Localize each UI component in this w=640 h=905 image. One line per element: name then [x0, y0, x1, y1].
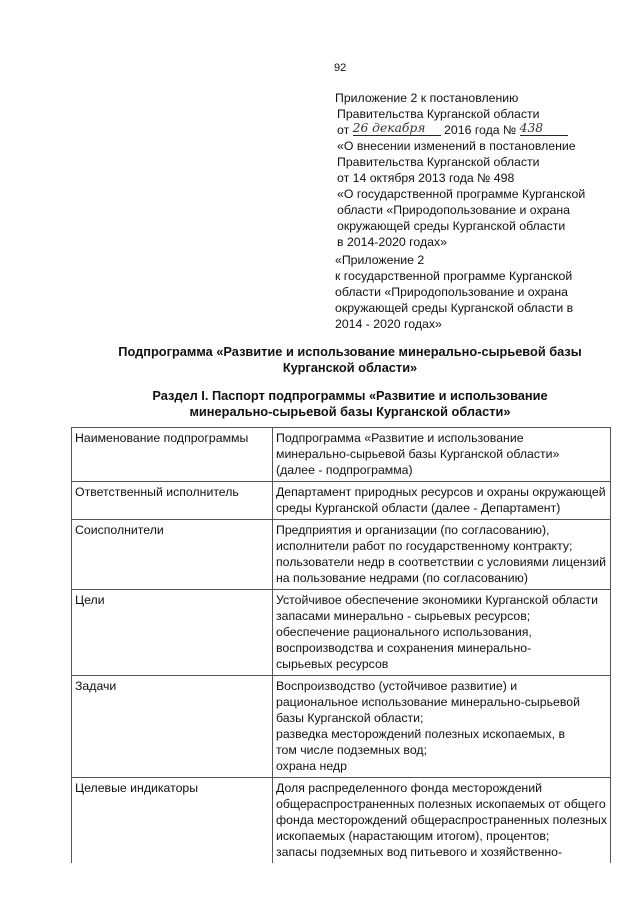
- row-value-line: фонда месторождений общераспространенных полезных: [275, 813, 607, 827]
- header-line: Правительства Курганской области: [337, 155, 540, 169]
- handwritten-date: 26 декабря: [353, 122, 441, 136]
- row-value-line: разведка месторождений полезных ископаемых, в: [275, 727, 566, 741]
- appendix-line: 2014 - 2020 годах»: [335, 317, 442, 331]
- row-value-line: общераспространенных полезных ископаемых от общего: [275, 797, 606, 811]
- subprogram-title: Подпрограмма «Развитие и использование минерально-сырьевой базы Курганской области»: [118, 344, 582, 375]
- appendix-line: окружающей среды Курганской области в: [335, 301, 574, 315]
- row-value-line: рациональное использование минерально-сырьевой: [275, 695, 580, 709]
- header-line: в 2014-2020 годах»: [337, 235, 447, 249]
- row-label: Цели: [72, 590, 273, 676]
- row-value-line: том числе подземных вод;: [275, 743, 427, 757]
- row-label: Соисполнители: [72, 520, 273, 590]
- header-line: Приложение 2 к постановлению: [335, 91, 519, 105]
- approval-header: [335, 90, 625, 332]
- header-line: окружающей среды Курганской области: [337, 219, 566, 233]
- header-line: области «Природопользование и охрана: [337, 203, 570, 217]
- row-label: Наименование подпрограммы: [72, 428, 273, 482]
- row-label: Задачи: [72, 676, 273, 778]
- page-number: 92: [334, 62, 347, 74]
- row-value-line: исполнители работ по государственному контракту;: [275, 539, 573, 553]
- header-line: «О внесении изменений в постановление: [337, 139, 576, 153]
- row-value: [272, 520, 610, 590]
- row-value-line: запасами минерально - сырьевых ресурсов;: [275, 609, 531, 623]
- row-value-line: ископаемых (нарастающим итогом), процентов;: [275, 829, 550, 843]
- header-line: Правительства Курганской области: [337, 107, 540, 121]
- row-value-line: обеспечение рационального использования,: [275, 625, 532, 639]
- appendix-line: к государственной программе Курганской: [335, 269, 573, 283]
- row-value-line: охрана недр: [275, 759, 347, 773]
- row-value: [272, 590, 610, 676]
- passport-table: [71, 427, 611, 863]
- header-line: от 14 октября 2013 года № 498: [337, 171, 515, 185]
- table-row: [72, 590, 611, 676]
- table-row: [72, 482, 611, 520]
- table-row: [72, 520, 611, 590]
- row-value-line: запасы подземных вод питьевого и хозяйственно-: [275, 845, 563, 859]
- row-value-line: Департамент природных ресурсов и охраны окружающей: [275, 485, 606, 499]
- row-value-line: на пользование недрами (по согласованию): [275, 571, 528, 585]
- row-value-line: Воспроизводство (устойчивое развитие) и: [275, 679, 518, 693]
- section-title: Раздел I. Паспорт подпрограммы «Развитие и использование минерально-сырьевой базы Курганской области»: [152, 388, 548, 419]
- row-value: [272, 778, 610, 864]
- row-label: Ответственный исполнитель: [72, 482, 273, 520]
- row-value-line: Предприятия и организации (по согласованию),: [275, 523, 550, 537]
- table-row: [72, 428, 611, 482]
- row-value-line: пользователи недр в соответствии с условиями лицензий: [275, 555, 606, 569]
- row-value-line: Доля распределенного фонда месторождений: [275, 781, 542, 795]
- row-value-line: минерально-сырьевой базы Курганской области»: [275, 447, 560, 461]
- header-date-line: от 26 декабря 2016 года № 438: [335, 122, 625, 138]
- row-value-line: воспроизводства и сохранения минерально-: [275, 641, 532, 655]
- row-value-line: Устойчивое обеспечение экономики Курганской области: [275, 593, 598, 607]
- row-value-line: сырьевых ресурсов: [275, 657, 389, 671]
- row-value: [272, 676, 610, 778]
- row-value-line: (далее - подпрограмма): [275, 463, 413, 477]
- appendix-line: «Приложение 2: [335, 253, 425, 267]
- row-label: Целевые индикаторы: [72, 778, 273, 864]
- row-value: [272, 482, 610, 520]
- appendix-line: области «Природопользование и охрана: [335, 285, 568, 299]
- row-value-line: базы Курганской области;: [275, 711, 424, 725]
- table-row: [72, 676, 611, 778]
- header-line: «О государственной программе Курганской: [337, 187, 586, 201]
- row-value-line: Подпрограмма «Развитие и использование: [275, 431, 524, 445]
- table-row: [72, 778, 611, 864]
- row-value: [272, 428, 610, 482]
- handwritten-number: 438: [520, 122, 568, 136]
- row-value-line: среды Курганской области (далее - Департамент): [275, 501, 561, 515]
